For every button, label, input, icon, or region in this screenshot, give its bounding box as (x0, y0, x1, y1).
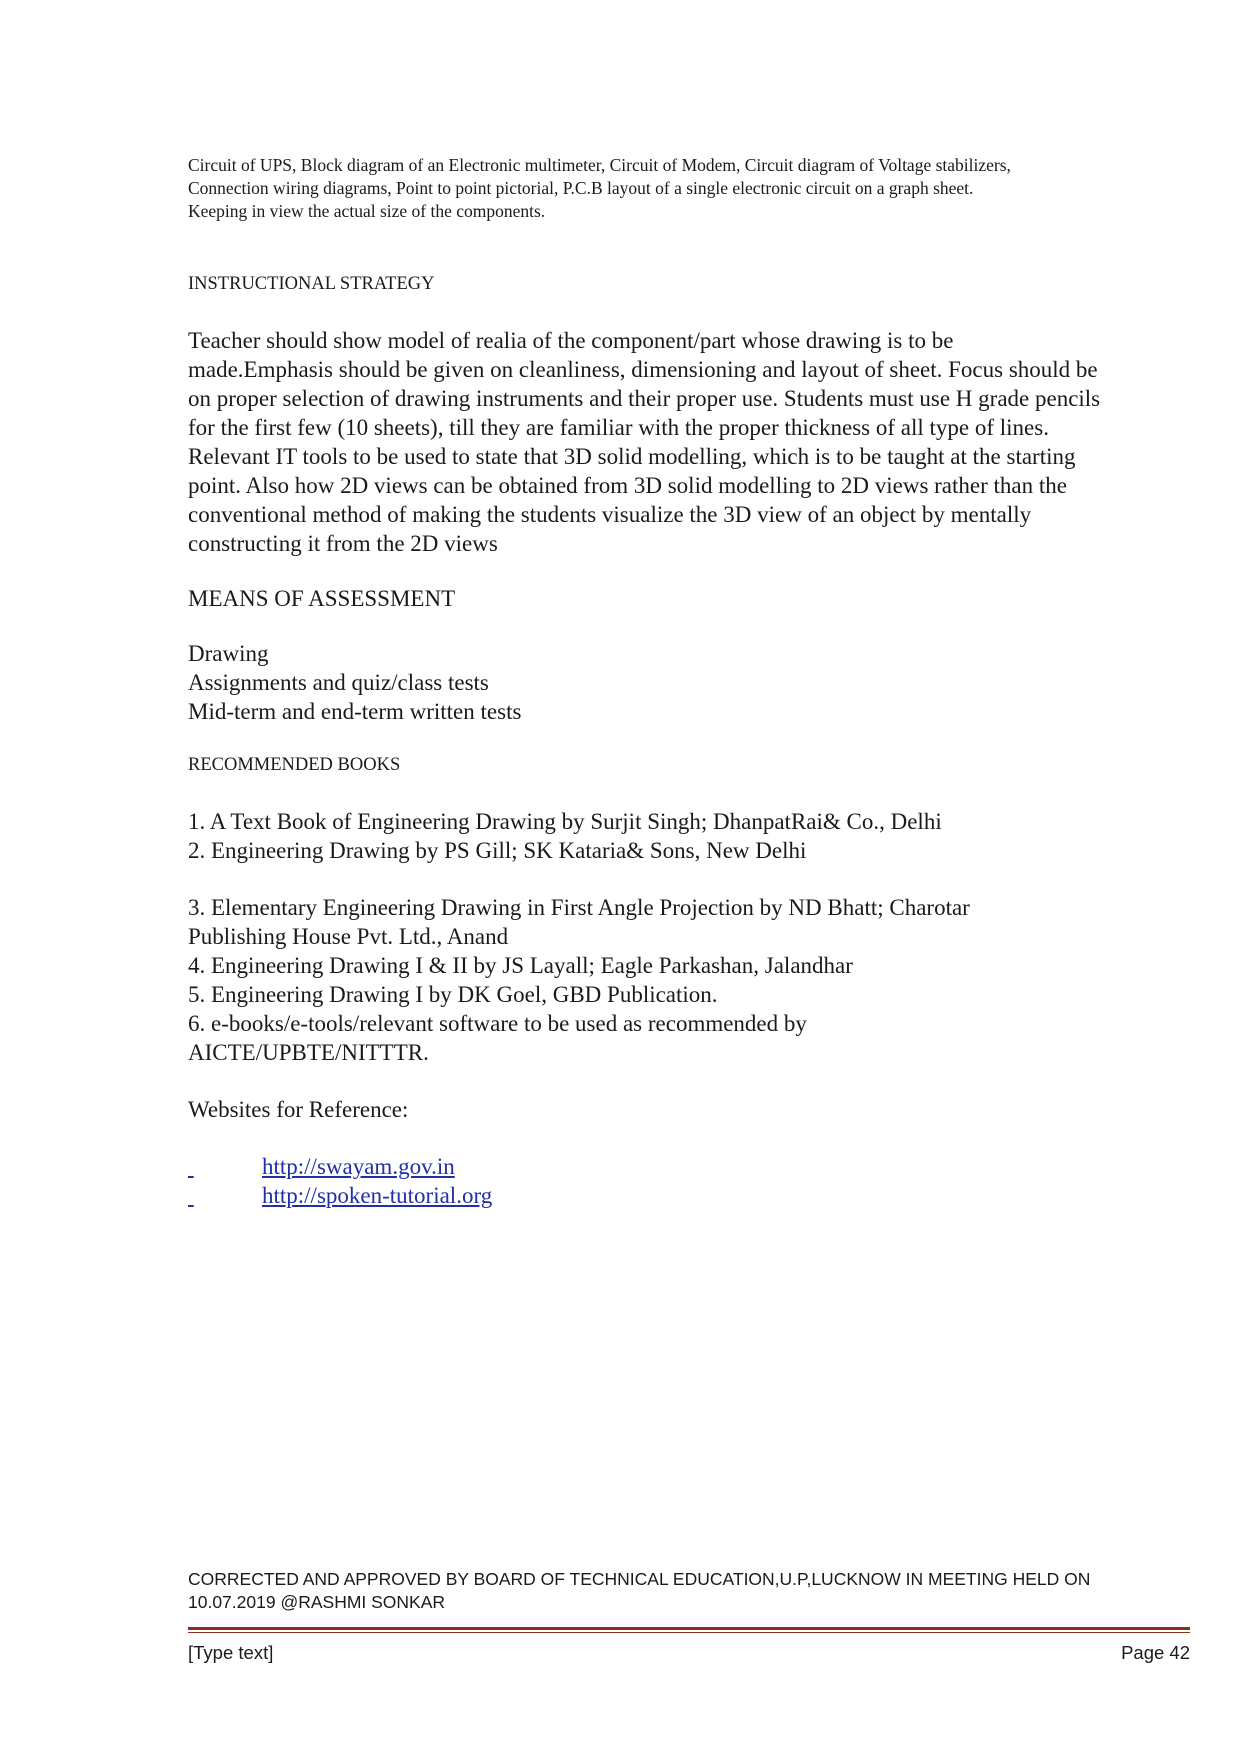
approval-line: CORRECTED AND APPROVED BY BOARD OF TECHNICAL EDUCATION,U.P,LUCKNOW IN MEETING HELD ON (188, 1569, 1091, 1589)
strategy-line: on proper selection of drawing instruments and their proper use. Students must use H grade pencils (188, 386, 1101, 411)
book-item: 5. Engineering Drawing I by DK Goel, GBD Publication. (188, 982, 718, 1007)
book-item: 3. Elementary Engineering Drawing in First Angle Projection by ND Bhatt; Charotar (188, 895, 970, 920)
assessment-item: Mid-term and end-term written tests (188, 699, 522, 724)
footer-divider (188, 1627, 1190, 1630)
intro-paragraph (188, 154, 1011, 223)
strategy-line: conventional method of making the students visualize the 3D view of an object by mentally (188, 502, 1032, 527)
book-item: 6. e-books/e-tools/relevant software to be used as recommended by (188, 1011, 807, 1036)
page-number: Page 42 (1121, 1642, 1190, 1663)
book-item: 1. A Text Book of Engineering Drawing by Surjit Singh; DhanpatRai& Co., Delhi (188, 809, 942, 834)
book-item: AICTE/UPBTE/NITTTR. (188, 1040, 429, 1065)
approval-note (188, 1568, 1090, 1614)
assessment-list (188, 639, 521, 726)
book-item: 4. Engineering Drawing I & II by JS Layall; Eagle Parkashan, Jalandhar (188, 953, 853, 978)
spoken-tutorial-link[interactable]: http://spoken-tutorial.org (262, 1183, 493, 1208)
instructional-strategy-paragraph (188, 326, 1100, 558)
websites-heading: Websites for Reference: (188, 1097, 409, 1122)
swayam-link[interactable]: http://swayam.gov.in (262, 1154, 455, 1179)
book-item: Publishing House Pvt. Ltd., Anand (188, 924, 509, 949)
footer-left-text: [Type text] (188, 1642, 274, 1663)
assessment-item: Assignments and quiz/class tests (188, 670, 489, 695)
means-of-assessment-heading: MEANS OF ASSESSMENT (188, 586, 456, 611)
books-list-group-2 (188, 893, 970, 1067)
strategy-line: made.Emphasis should be given on cleanliness, dimensioning and layout of sheet. Focus should be (188, 357, 1098, 382)
strategy-line: point. Also how 2D views can be obtained from 3D solid modelling to 2D views rather than the (188, 473, 1067, 498)
footer-divider-thin (188, 1632, 1190, 1633)
strategy-line: Relevant IT tools to be used to state that 3D solid modelling, which is to be taught at the starting (188, 444, 1076, 469)
book-item: 2. Engineering Drawing by PS Gill; SK Kataria& Sons, New Delhi (188, 838, 807, 863)
intro-line: Circuit of UPS, Block diagram of an Electronic multimeter, Circuit of Modem, Circuit diagram of Voltage stabilizers, (188, 155, 1011, 175)
strategy-line: Teacher should show model of realia of the component/part whose drawing is to be (188, 328, 954, 353)
intro-line: Keeping in view the actual size of the components. (188, 201, 546, 221)
link-indent (188, 1181, 262, 1210)
recommended-books-heading: RECOMMENDED BOOKS (188, 755, 401, 775)
link-indent (188, 1152, 262, 1181)
website-link-row (188, 1152, 455, 1181)
intro-line: Connection wiring diagrams, Point to point pictorial, P.C.B layout of a single electronic circuit on a graph sheet. (188, 178, 974, 198)
strategy-line: for the first few (10 sheets), till they are familiar with the proper thickness of all type of lines. (188, 415, 1049, 440)
books-list-group-1 (188, 807, 942, 865)
website-link-row (188, 1181, 492, 1210)
strategy-line: constructing it from the 2D views (188, 531, 498, 556)
approval-line: 10.07.2019 @RASHMI SONKAR (188, 1592, 446, 1612)
instructional-strategy-heading: INSTRUCTIONAL STRATEGY (188, 274, 435, 294)
assessment-item: Drawing (188, 641, 269, 666)
